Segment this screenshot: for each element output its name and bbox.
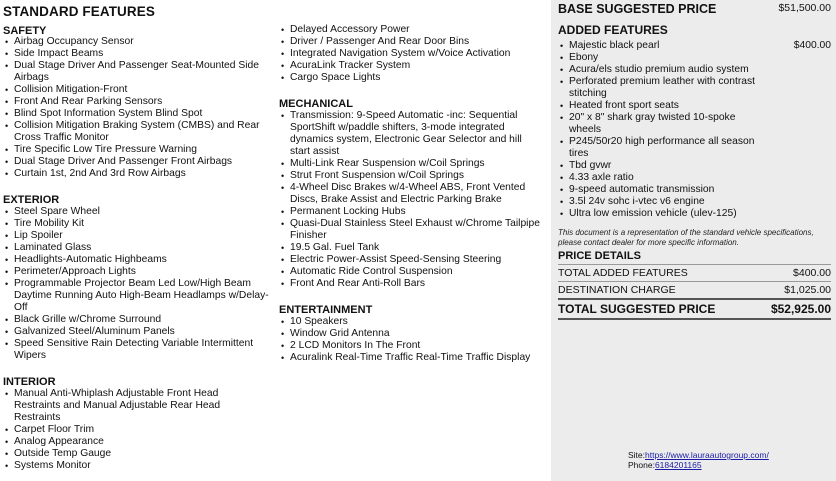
list-item: • Driver / Passenger And Rear Door Bins [279,36,549,48]
pricing-panel [551,0,836,481]
list-item: • 4.33 axle ratio [558,172,763,184]
total-row [558,302,831,316]
list-item: • 9-speed automatic transmission [558,184,763,196]
list-item: • Dual Stage Driver And Passenger Front Airbags [3,156,273,168]
list-item: • 19.5 Gal. Fuel Tank [279,242,541,254]
list-item: • P245/50r20 high performance all season tires [558,136,763,160]
list-item: • Perforated premium leather with contrast stitching [558,76,763,100]
list-item: • Quasi-Dual Stainless Steel Exhaust w/Chrome Tailpipe Finisher [279,218,541,242]
list-item: • Systems Monitor [3,460,239,472]
divider [558,318,831,320]
site-line [628,450,769,460]
list-item: • Acuralink Real-Time Traffic Real-Time Traffic Display [279,352,549,364]
list-item: • Programmable Projector Beam Led Low/High Beam Daytime Running Auto High-Beam Headlamps w/Delay-Off [3,278,273,314]
list-item: • Strut Front Suspension w/Coil Springs [279,170,541,182]
site-link[interactable]: https://www.lauraautogroup.com/ [645,450,769,460]
list-item: • Blind Spot Information System Blind Spot [3,108,273,120]
list-item: • Lip Spoiler [3,230,273,242]
list-item: • 20" x 8" shark gray twisted 10-spoke wheels [558,112,763,136]
divider [558,298,831,300]
added-features-heading: ADDED FEATURES [558,23,668,37]
base-price-label: BASE SUGGESTED PRICE [558,2,717,16]
entertainment-list [279,316,549,364]
list-item: • AcuraLink Tracker System [279,60,549,72]
total-value: $52,925.00 [770,302,831,316]
exterior-heading: EXTERIOR [3,194,60,206]
safety-list [3,36,273,180]
list-item: • Collision Mitigation Braking System (CMBS) and Rear Cross Traffic Monitor [3,120,273,144]
interior-heading: INTERIOR [3,376,56,388]
list-item: • Transmission: 9-Speed Automatic -inc: Sequential SportShift w/paddle shifters, 3-mode integrated dynamics system, Electronic Gear Selector and hill start assist [279,110,541,158]
price-details-heading: PRICE DETAILS [558,250,641,262]
list-item: • Acura/els studio premium audio system [558,64,763,76]
list-item: • Black Grille w/Chrome Surround [3,314,273,326]
list-item: • Curtain 1st, 2nd And 3rd Row Airbags [3,168,273,180]
list-item: • Integrated Navigation System w/Voice Activation [279,48,549,60]
list-item: • Ebony [558,52,763,64]
list-item: • Galvanized Steel/Aluminum Panels [3,326,273,338]
total-added-value: $400.00 [793,267,831,279]
list-item: • Heated front sport seats [558,100,763,112]
total-label: TOTAL SUGGESTED PRICE [558,302,716,316]
list-item: • Electric Power-Assist Speed-Sensing Steering [279,254,541,266]
list-item: • Ultra low emission vehicle (ulev-125) [558,208,763,220]
phone-line [628,460,702,470]
list-item: • Front And Rear Parking Sensors [3,96,273,108]
list-item: • 4-Wheel Disc Brakes w/4-Wheel ABS, Front Vented Discs, Brake Assist and Electric Parking Brake [279,182,541,206]
divider [558,264,831,265]
entertainment-heading: ENTERTAINMENT [279,304,373,316]
total-added-row [558,267,831,279]
destination-row [558,284,831,296]
list-item: • 10 Speakers [279,316,549,328]
list-item: • Side Impact Beams [3,48,273,60]
list-item: • Outside Temp Gauge [3,448,239,460]
phone-link[interactable]: 6184201165 [654,460,702,470]
base-price-value: $51,500.00 [778,2,831,14]
list-item: • Airbag Occupancy Sensor [3,36,273,48]
destination-value: $1,025.00 [784,284,831,296]
list-item: • Steel Spare Wheel [3,206,273,218]
disclaimer-note: This document is a representation of the standard vehicle specifications, please contact dealer for more specific information. [558,228,814,247]
page-title: STANDARD FEATURES [3,4,155,19]
list-item: • Speed Sensitive Rain Detecting Variable Intermittent Wipers [3,338,273,362]
list-item: • Dual Stage Driver And Passenger Seat-Mounted Side Airbags [3,60,273,84]
added-feature-price: $400.00 [793,40,831,51]
divider [558,281,831,282]
list-item: • 3.5l 24v sohc i-vtec v6 engine [558,196,763,208]
list-item: • Automatic Ride Control Suspension [279,266,541,278]
list-item: • Permanent Locking Hubs [279,206,541,218]
list-item: • Cargo Space Lights [279,72,549,84]
list-item: • Tbd gvwr [558,160,763,172]
exterior-list [3,206,273,362]
list-item: • Front And Rear Anti-Roll Bars [279,278,541,290]
safety-heading: SAFETY [3,25,47,37]
destination-label: DESTINATION CHARGE [558,284,676,296]
comfort-list [279,24,549,84]
phone-label: Phone: [628,460,655,470]
interior-list [3,388,239,472]
list-item: • Analog Appearance [3,436,239,448]
list-item: • Laminated Glass [3,242,273,254]
list-item: • Collision Mitigation-Front [3,84,273,96]
list-item: • Tire Mobility Kit [3,218,273,230]
list-item: • Manual Anti-Whiplash Adjustable Front Head Restraints and Manual Adjustable Rear Head Restraints [3,388,239,424]
list-item: • Delayed Accessory Power [279,24,549,36]
mechanical-list [279,110,541,290]
site-label: Site: [628,450,646,460]
added-features-list [558,40,763,220]
list-item: • Majestic black pearl [558,40,763,52]
list-item: • 2 LCD Monitors In The Front [279,340,549,352]
list-item: • Headlights-Automatic Highbeams [3,254,273,266]
list-item: • Window Grid Antenna [279,328,549,340]
list-item: • Tire Specific Low Tire Pressure Warning [3,144,273,156]
total-added-label: TOTAL ADDED FEATURES [558,267,688,279]
list-item: • Carpet Floor Trim [3,424,239,436]
list-item: • Multi-Link Rear Suspension w/Coil Springs [279,158,541,170]
mechanical-heading: MECHANICAL [279,98,353,110]
list-item: • Perimeter/Approach Lights [3,266,273,278]
